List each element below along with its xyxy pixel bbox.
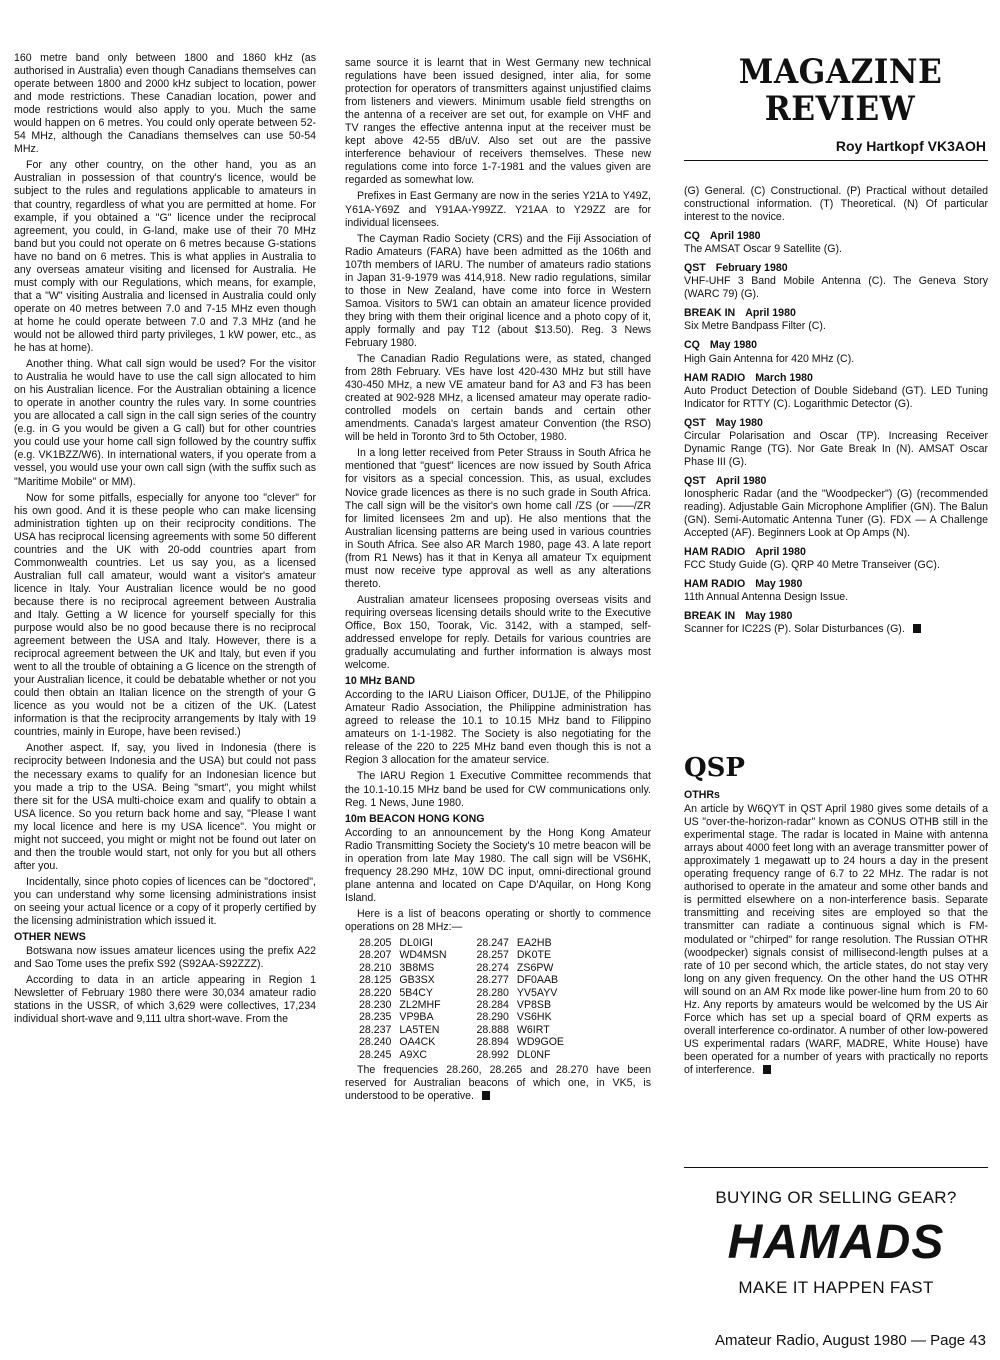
issue-date: April 1980 xyxy=(715,474,767,487)
beacon-row xyxy=(359,1011,572,1023)
beacon-callsign: VP9BA xyxy=(399,1011,434,1024)
review-entry xyxy=(684,475,988,540)
qsp-paragraph xyxy=(684,803,988,1077)
beacon-callsign: OA4CK xyxy=(399,1036,436,1049)
qsp-heading: OTHRs xyxy=(684,789,720,801)
beacon-callsign: LA5TEN xyxy=(399,1023,440,1036)
article-paragraph xyxy=(345,1064,651,1103)
article-paragraph: According to an announcement by the Hong Kong Amateur Radio Transmitting Society the Society's 10 metre beacon will be in operation from late May 1980. The call sign will be VS6HK, frequency 28.290 MHz, 10W DC input, omni-directional ground plane antenna and located on Cape D'Aquilar, on Hong Kong Island. xyxy=(345,826,651,904)
beacon-frequency: 28.290 xyxy=(476,1011,509,1024)
beacon-row xyxy=(359,1036,572,1048)
review-text: The AMSAT Oscar 9 Satellite (G). xyxy=(684,243,842,256)
beacon-row xyxy=(359,999,572,1011)
issue-date: May 1980 xyxy=(745,610,793,623)
review-entry-title xyxy=(684,372,988,385)
review-text: Circular Polarisation and Oscar (TP). Increasing Receiver Dynamic Range (TG). Nor Gate Break In (N). AMSAT Oscar Phase III (G). xyxy=(684,429,988,468)
article-paragraph: Now for some pitfalls, especially for anyone too "clever" for his own good. And it is these people who can make licensing administration tighten up on their reciprocity conditions. The USA has reciprocal licensing agreements with some 50 different countries and the UK with 20-odd countries apart from Commonwealth countries. Let us say you, as a licensed Australian full call amateur, would want a visitor's amateur licence in Italy. Your Australian licence would be no good because there is no reciprocal agreement between Australia and Italy. Getting a W licence for yourself specially for this purpose would also be no good because there is no reciprocal agreement between the USA and Italy. However, there is a reciprocal agreement between the UK and Italy, but even if you went to all the trouble of obtaining a G licence on the strength of your Australian licence, it could be debatable whether or not you could then obtain an Italian licence on the strength of your G licence as you would not be a citizen of the UK. (Latest information is that the reciprocity arrangements by Italy with 19 countries, mainly in Europe, have been revised.) xyxy=(14,491,316,739)
beacon-callsign: 5B4CY xyxy=(399,986,433,999)
beacon-callsign: VP8SB xyxy=(516,999,552,1012)
beacon-callsign: A9XC xyxy=(399,1048,428,1061)
review-entry-description xyxy=(684,488,988,540)
ad-title: HAMADS xyxy=(727,1216,945,1269)
beacon-callsign: VS6HK xyxy=(516,1011,552,1024)
review-list xyxy=(684,185,988,642)
review-entry-description xyxy=(684,623,988,636)
review-author: Roy Hartkopf VK3AOH xyxy=(835,138,986,154)
section-heading-10mhz: 10 MHz BAND xyxy=(345,675,416,688)
issue-date: April 1980 xyxy=(709,230,761,243)
review-text: Six Metre Bandpass Filter (C). xyxy=(684,320,826,333)
beacon-frequency: 28.125 xyxy=(359,974,392,987)
magazine-name: HAM RADIO xyxy=(684,578,746,591)
article-paragraph: same source it is learnt that in West Germany new technical regulations have been issued designed, inter alia, for some protection for operators of transmitters against unjustified claims from listeners and viewers. Minimum usable field strengths on the antenna of a receiver are set out, for example on VHF and TV ranges the effective antenna input at the receiver must be kept above 42-55 dB/uV. Also set out are the passive interference behaviour of receivers themselves. These new regulations come into force 1-7-1981 and the values given are regarded as somewhat low. xyxy=(345,57,651,187)
review-entry-title xyxy=(684,230,988,243)
beacon-frequency: 28.220 xyxy=(359,986,392,999)
review-text: 11th Annual Antenna Design Issue. xyxy=(684,591,849,604)
article-paragraph: Incidentally, since photo copies of licences can be "doctored", you can understand why some licensing administrations insist on seeing your actual licence or a copy of it properly certified by the licensing administration which issued it. xyxy=(14,875,316,928)
divider xyxy=(684,160,988,161)
magazine-name: CQ xyxy=(684,339,700,352)
beacon-row xyxy=(359,937,572,949)
magazine-name: QST xyxy=(684,474,706,487)
beacon-callsign: DK0TE xyxy=(516,949,552,962)
article-text: The frequencies 28.260, 28.265 and 28.270 have been reserved for Australian beacons of which one, in VK5, is understood to be operative. xyxy=(345,1064,651,1103)
beacon-frequency: 28.257 xyxy=(476,949,509,962)
article-paragraph: Another thing. What call sign would be used? For the visitor to Australia he would have to use the call sign allocated to him on his Australian licence. For the Australian obtaining a licence to operate in another country the rules vary. In some countries you are allocated a call sign in the call sign series of the country (e.g. in G you would be given a G call) but for other countries you could use your home call sign followed by the country suffix (e.g. VK1BZZ/W6). In international waters, if you operate from a vessel, you would use your own call sign (with the suffix such as "Maritime Mobile" or MM). xyxy=(14,358,316,488)
issue-date: February 1980 xyxy=(715,262,788,275)
review-entry xyxy=(684,417,988,469)
review-text: High Gain Antenna for 420 MHz (C). xyxy=(684,352,855,365)
review-entry xyxy=(684,339,988,365)
review-entry-title xyxy=(684,475,988,488)
beacon-callsign: DF0AAB xyxy=(516,974,559,987)
beacon-frequency: 28.240 xyxy=(359,1036,392,1049)
magazine-name: BREAK IN xyxy=(684,307,736,320)
beacon-frequency: 28.210 xyxy=(359,961,392,974)
end-mark-icon xyxy=(913,624,921,633)
magazine-name: HAM RADIO xyxy=(684,371,746,384)
magazine-name: QST xyxy=(684,416,706,429)
beacon-row xyxy=(359,1049,572,1061)
ad-subtitle: MAKE IT HAPPEN FAST xyxy=(738,1278,934,1297)
review-text: FCC Study Guide (G). QRP 40 Metre Transeiver (GC). xyxy=(684,559,940,572)
column-2 xyxy=(345,57,651,1106)
beacon-row xyxy=(359,949,572,961)
section-heading-other-news: OTHER NEWS xyxy=(14,931,86,944)
review-entry xyxy=(684,546,988,572)
article-paragraph: Here is a list of beacons operating or shortly to commence operations on 28 MHz:— xyxy=(345,907,651,933)
beacon-frequency: 28.274 xyxy=(476,961,509,974)
title-line: REVIEW xyxy=(764,89,916,129)
beacon-frequency: 28.992 xyxy=(476,1048,509,1061)
qsp-section xyxy=(684,787,988,1077)
magazine-name: QST xyxy=(684,262,706,275)
beacon-row xyxy=(359,962,572,974)
beacon-row xyxy=(359,1024,572,1036)
review-entry xyxy=(684,578,988,604)
beacon-frequency: 28.247 xyxy=(476,937,509,950)
ad-tagline: BUYING OR SELLING GEAR? xyxy=(715,1188,957,1207)
beacon-callsign: WD4MSN xyxy=(399,949,447,962)
review-text: Auto Product Detection of Double Sideband (GT). LED Tuning Indicator for RTTY (C). Logarithmic Detector (G). xyxy=(684,384,988,410)
beacon-table xyxy=(359,937,572,1061)
article-paragraph: According to data in an article appearing in Region 1 Newsletter of February 1980 there were 30,034 amateur radio stations in the USSR, of which 3,629 were collectives, 17,234 individual short-wave and 9,111 ultra short-wave. From the xyxy=(14,974,316,1026)
review-entry xyxy=(684,230,988,256)
review-entry-title xyxy=(684,262,988,275)
review-entry-title xyxy=(684,610,988,623)
divider xyxy=(684,1167,988,1168)
beacon-callsign: 3B8MS xyxy=(399,961,435,974)
review-entry-title xyxy=(684,307,988,320)
review-entry-description xyxy=(684,559,988,572)
review-entry-description xyxy=(684,275,988,301)
article-paragraph: According to the IARU Liaison Officer, DU1JE, of the Philippino Amateur Radio Association, the Philippine administration has agreed to release the 10.1 to 10.15 MHz band to Filippino amateurs on 1-1-1982. The Society is also negotiating for the release of the 220 to 225 MHz band even though this is not a Region 3 allocation for the amateur service. xyxy=(345,689,651,767)
review-entry-description xyxy=(684,243,988,256)
article-paragraph: The Cayman Radio Society (CRS) and the Fiji Association of Radio Amateurs (FARA) have been admitted as the 106th and 107th members of IARU. The number of amateurs radio stations in Japan 31-9-1979 was 414,918. New radio regulations, similar to those in New Zealand, have come into force in Western Samoa. Visitors to 5W1 can obtain an amateur licence provided they bring with them their original licence and a photo copy of it, apply formally and pay T12 (about $13.50). Reg. 3 News February 1980. xyxy=(345,232,651,349)
beacon-callsign: DL0NF xyxy=(516,1048,551,1061)
page-footer: Amateur Radio, August 1980 — Page 43 xyxy=(714,1332,986,1349)
review-entry-title xyxy=(684,578,988,591)
article-paragraph: Another aspect. If, say, you lived in Indonesia (there is reciprocity between Indonesia and the USA) but could not pass the necessary exams to qualify for an Indonesian licence but you made a trip to the USA. Being "smart", you might whilst there sit for the USA multi-choice exam and qualify to obtain a USA licence. So you return back home and say, "Please I want my local licence and here is my USA licence". You might or might not succeed, you might or might not be found out later on and then the trouble would start, not only for you but all others after you. xyxy=(14,742,316,872)
end-mark-icon xyxy=(763,1065,771,1074)
beacon-frequency: 28.230 xyxy=(359,999,392,1012)
review-legend: (G) General. (C) Constructional. (P) Practical without detailed constructional information. (T) Theoretical. (N) Of particular interest to the novice. xyxy=(684,185,988,224)
review-entry xyxy=(684,262,988,301)
beacon-frequency: 28.888 xyxy=(476,1023,509,1036)
beacon-frequency: 28.237 xyxy=(359,1023,392,1036)
beacon-callsign: YV5AYV xyxy=(516,986,558,999)
magazine-review-title xyxy=(739,54,941,128)
article-paragraph: Australian amateur licensees proposing overseas visits and requiring overseas licensing details should write to the Executive Office, Box 150, Toorak, Vic. 3142, with a stamped, self-addressed envelope for reply. Details for various countries are gradually accumulating and further information is always most welcome. xyxy=(345,593,651,672)
beacon-frequency: 28.205 xyxy=(359,937,392,950)
section-heading-beacon: 10m BEACON HONG KONG xyxy=(345,812,485,825)
beacon-callsign: ZS6PW xyxy=(516,961,554,974)
issue-date: April 1980 xyxy=(755,546,806,559)
beacon-frequency: 28.284 xyxy=(476,999,509,1012)
beacon-frequency: 28.207 xyxy=(359,949,392,962)
article-paragraph: Botswana now issues amateur licences using the prefix A22 and Sao Tome uses the prefix S92 (S92AA-S92ZZZ). xyxy=(14,945,316,971)
beacon-frequency: 28.277 xyxy=(476,974,509,987)
qsp-text: An article by W6QYT in QST April 1980 gives some details of a US "over-the-horizon-radar" known as CONUS OTHB still in the experimental stage. The radar is located in Maine with antenna arrays about 4000 feet long with an average transmitter power of approximately 1 megawatt up to 24 hours a day in the present operating frequency range of 6.7 to 22 MHz. The radar is not authorised to operate in the amateur and some other bands and is permitted elsewhere on a non-interference basis. Separate transmitting and receiving sites are employed so that the transmitter can radiate a continuous signal which is FM-modulated or "chirped" for range resolution. The Russian OTHR (woodpecker) signals consist of millisecond-length pulses at a rate of 10 per second which, the article states, do not stay very long on any given frequency. On the other hand the US OTHR will sound on an AM Rx mode like power-line hum from 20 to 60 Hz. Any reports by amateurs would be welcomed by the US Air Force which has set up a special board of QRM experts as overall interference co-ordinator. A number of other low-powered US experimental radars (WARF, MADRE, White House) have been operated for a number of years with practically no reports of interference. xyxy=(684,803,988,1076)
article-paragraph: Prefixes in East Germany are now in the series Y21A to Y49Z, Y61A-Y69Z and Y91AA-Y99ZZ. Y21AA to Y29ZZ are for individual licensees. xyxy=(345,190,651,229)
article-paragraph: In a long letter received from Peter Strauss in South Africa he mentioned that "guest" licences are now issued by South Africa for visitors as a special concession. This, as usual, excludes Novice grade licences as there is no such grade in South Africa. The call sign will be the visitor's own home call /ZS (or ——/ZR for limited licensees 2m and up). He also mentions that the Australian licensing patterns are being used in various countries in South Africa. See also AR March 1980, page 43. A late report (from R1 News) has it that in Kenya all amateur Tx equipment must now receive type approval as well as any alterations thereto. xyxy=(345,447,651,590)
article-paragraph: 160 metre band only between 1800 and 1860 kHz (as authorised in Australia) even though Canadians themselves can operate between 1800 and 2000 kHz subject to location, power and mode restrictions. These Canadian location, power and mode restrictions would also apply to you. Much the same would happen on 6 metres. You could only operate between 52-54 MHz, although the Canadians themselves can use 50-54 MHz. xyxy=(14,52,316,156)
issue-date: April 1980 xyxy=(745,307,796,320)
title-line: MAGAZINE xyxy=(738,52,943,92)
beacon-callsign: DL0IGI xyxy=(399,937,433,950)
review-text: Ionospheric Radar (and the "Woodpecker") (G) (recommended reading). Adjustable Gain Microphone Amplifier (GN). The Balun (GN). Semi-Automatic Antenna Tuner (G). FDX — A Challenge Accepted (AF). Beginners Look at Op Amps (N). xyxy=(684,487,988,540)
review-text: VHF-UHF 3 Band Mobile Antenna (C). The Geneva Story (WARC 79) (G). xyxy=(684,275,988,301)
review-entry-title xyxy=(684,546,988,559)
article-paragraph: The Canadian Radio Regulations were, as stated, changed from 28th February. VEs have lost 420-430 MHz but still have 430-450 MHz, a new VE amateur band for A3 and F3 has been created at 902-928 MHz, a licensed amateur may operate radio-controlled models on certain bands and certain other amendments. Canada's largest amateur Convention (the RSO) will be held in Toronto 3rd to 5th October, 1980. xyxy=(345,353,651,444)
issue-date: May 1980 xyxy=(715,416,763,429)
beacon-frequency: 28.235 xyxy=(359,1011,392,1024)
magazine-name: HAM RADIO xyxy=(684,546,746,559)
review-entry-description xyxy=(684,430,988,469)
review-text: Scanner for IC22S (P). Solar Disturbances (G). xyxy=(684,623,905,636)
beacon-frequency: 28.280 xyxy=(476,986,509,999)
column-1 xyxy=(14,52,316,1029)
beacon-frequency: 28.245 xyxy=(359,1048,392,1061)
review-entry-description xyxy=(684,320,988,333)
review-entry-title xyxy=(684,339,988,352)
review-entry-description xyxy=(684,353,988,366)
review-entry xyxy=(684,307,988,333)
magazine-name: BREAK IN xyxy=(684,610,736,623)
review-entry xyxy=(684,372,988,411)
review-entry-title xyxy=(684,417,988,430)
issue-date: May 1980 xyxy=(709,339,758,352)
issue-date: May 1980 xyxy=(755,578,803,591)
magazine-name: CQ xyxy=(684,230,700,243)
beacon-row xyxy=(359,974,572,986)
beacon-callsign: GB3SX xyxy=(399,974,435,987)
end-mark-icon xyxy=(482,1091,490,1100)
beacon-row xyxy=(359,987,572,999)
review-entry xyxy=(684,610,988,636)
beacon-callsign: WD9GOE xyxy=(516,1036,564,1049)
beacon-frequency: 28.894 xyxy=(476,1036,509,1049)
beacon-callsign: W6IRT xyxy=(516,1023,550,1036)
review-entry-description xyxy=(684,591,988,604)
article-paragraph: For any other country, on the other hand, you as an Australian in possession of that country's licence, would be subject to the rules and regulations applicable to amateurs in that country, regardless of what you are permitted at home. For example, if you obtained a "G" licence under the reciprocal agreement, you could, in G-land, make use of their 70 MHz band but you could not operate on 6 metres because G-stations have no band on 6 metres. This is what applies in Australia to any overseas amateur visiting and licensed for Australia. He must comply with our Regulations, which means, for example, that a "W" visiting Australia and licensed in Australia could only operate on 40 metres between 7.0 and 7-15 MHz even though at home he could operate between 7.0 and 7.3 MHz (and he would not be allowed third party privileges, 1 kW power, etc., as he has at home). xyxy=(14,159,316,355)
beacon-callsign: ZL2MHF xyxy=(399,999,441,1012)
article-paragraph: The IARU Region 1 Executive Committee recommends that the 10.1-10.15 MHz band be used for CW communications only. Reg. 1 News, June 1980. xyxy=(345,770,651,809)
qsp-title: QSP xyxy=(684,753,745,783)
beacon-callsign: EA2HB xyxy=(516,937,552,950)
review-entry-description xyxy=(684,385,988,411)
issue-date: March 1980 xyxy=(755,371,813,384)
